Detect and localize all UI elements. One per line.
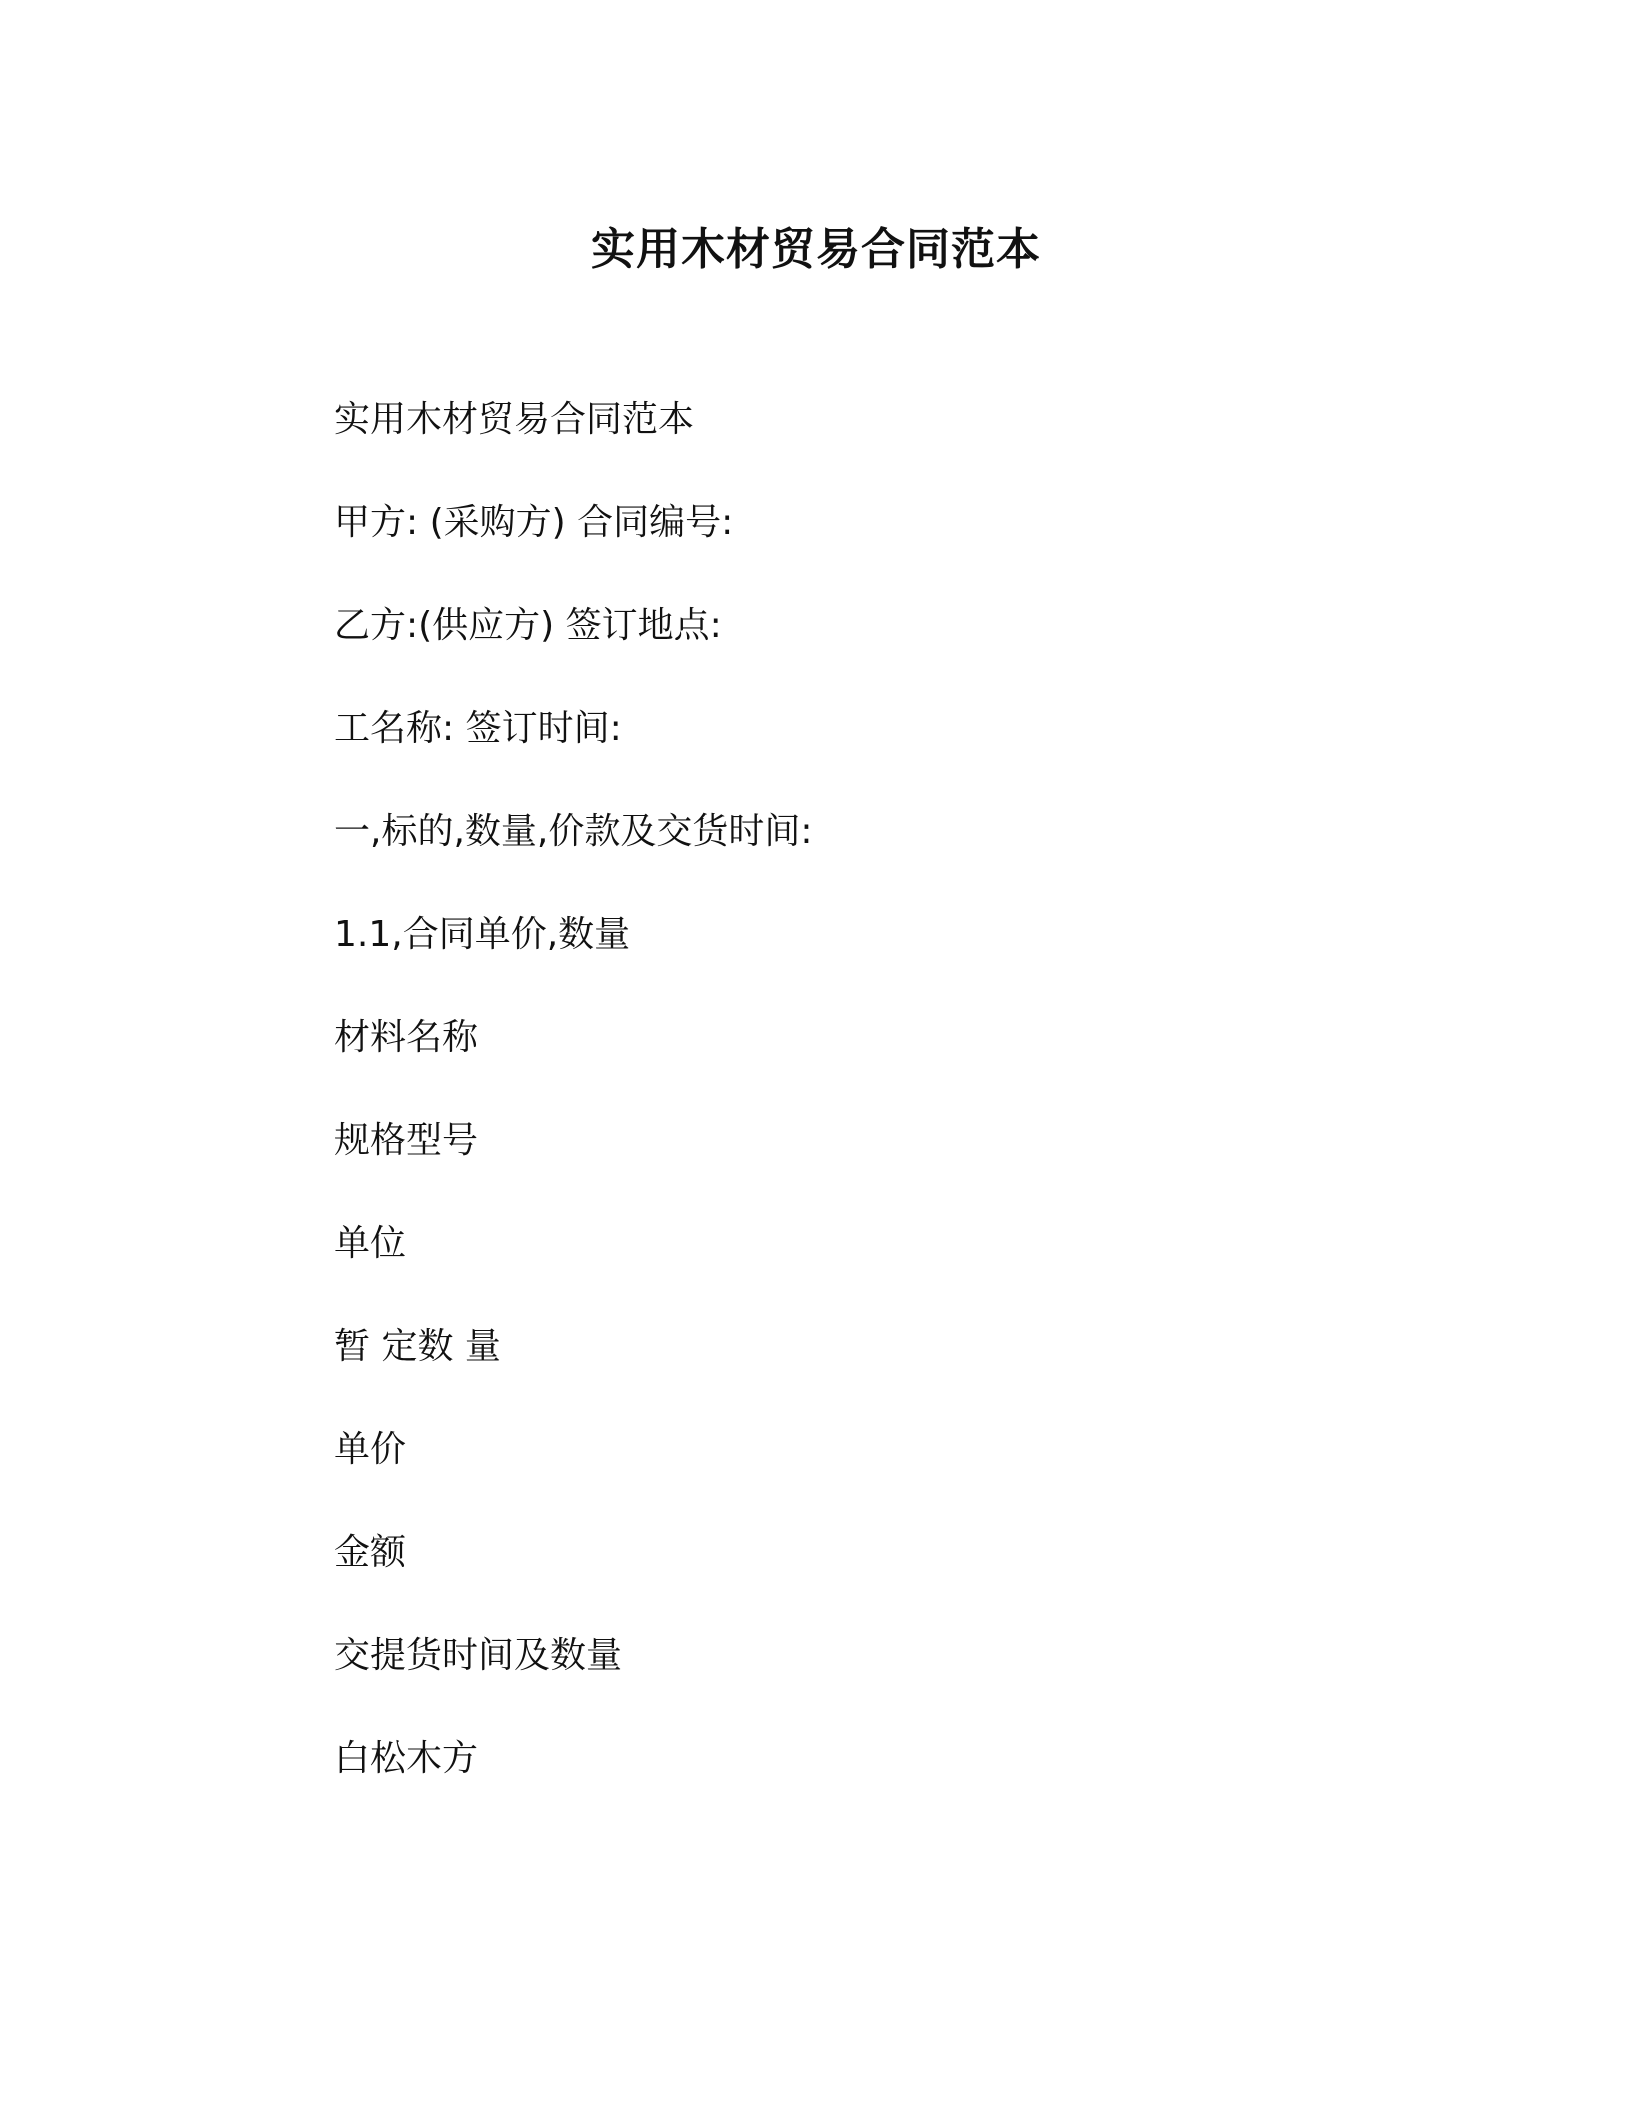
document-body bbox=[334, 396, 1434, 1838]
party-b-line: 乙方:(供应方) 签订地点: bbox=[334, 605, 722, 646]
subtitle-line: 实用木材贸易合同范本 bbox=[334, 399, 695, 440]
party-a-line: 甲方: (采购方) 合同编号: bbox=[334, 502, 734, 543]
material-item-white-pine: 白松木方 bbox=[334, 1738, 479, 1779]
field-provisional-quantity: 暂 定数 量 bbox=[334, 1326, 501, 1367]
field-unit: 单位 bbox=[334, 1223, 407, 1264]
field-delivery-time-quantity: 交提货时间及数量 bbox=[334, 1635, 623, 1676]
section-heading-1: 一,标的,数量,价款及交货时间: bbox=[334, 811, 813, 852]
field-amount: 金额 bbox=[334, 1532, 407, 1573]
field-spec-model: 规格型号 bbox=[334, 1120, 479, 1161]
field-unit-price: 单价 bbox=[334, 1429, 407, 1470]
clause-1-1: 1.1,合同单价,数量 bbox=[334, 914, 631, 955]
field-material-name: 材料名称 bbox=[334, 1017, 479, 1058]
project-name-line: 工名称: 签订时间: bbox=[334, 708, 622, 749]
document-title: 实用木材贸易合同范本 bbox=[591, 224, 1041, 275]
